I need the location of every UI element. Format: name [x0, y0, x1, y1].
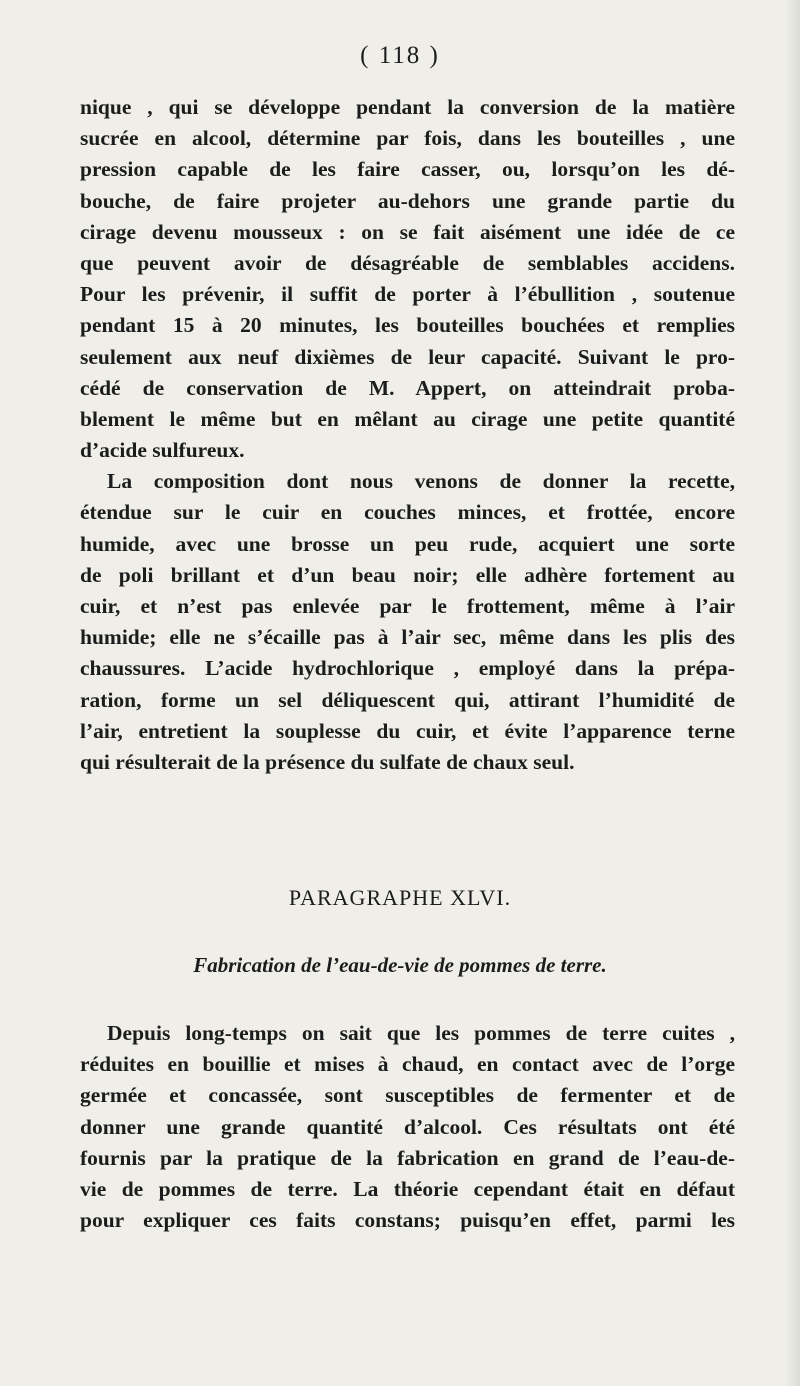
page-edge-shadow — [786, 0, 800, 1386]
text-line: Depuis long-temps on sait que les pommes de terre cuites , — [107, 1021, 735, 1045]
page-number: ( 118 ) — [360, 42, 440, 69]
text-line: pour expliquer ces faits constans; puisqu’en effet, parmi les — [80, 1208, 735, 1233]
text-line: sucrée en alcool, détermine par fois, dans les bouteilles , une — [80, 126, 735, 151]
text-block-top — [80, 92, 735, 778]
text-line: ration, forme un sel déliquescent qui, attirant l’humidité de — [80, 687, 735, 712]
text-line: cuir, et n’est pas enlevée par le frottement, même à l’air — [80, 594, 735, 618]
text-line: vie de pommes de terre. La théorie cependant était en défaut — [80, 1176, 735, 1201]
text-line: étendue sur le cuir en couches minces, et frottée, encore — [80, 500, 735, 525]
text-line: cédé de conservation de M. Appert, on atteindrait proba- — [80, 375, 735, 400]
text-line: blement le même but en mêlant au cirage une petite quantité — [80, 406, 735, 431]
text-line: germée et concassée, sont susceptibles de fermenter et de — [80, 1083, 735, 1108]
text-line: qui résulterait de la présence du sulfate de chaux seul. — [80, 749, 575, 774]
text-line: d’acide sulfureux. — [80, 438, 245, 463]
text-block-bottom — [80, 1018, 735, 1236]
text-line: pendant 15 à 20 minutes, les bouteilles bouchées et remplies — [80, 313, 735, 338]
text-line: humide; elle ne s’écaille pas à l’air sec, même dans les plis des — [80, 625, 735, 650]
text-line: réduites en bouillie et mises à chaud, en contact avec de l’orge — [80, 1052, 735, 1077]
section-heading: PARAGRAPHE XLVI. — [288, 885, 512, 910]
text-line: nique , qui se développe pendant la conversion de la matière — [80, 95, 735, 119]
text-line: humide, avec une brosse un peu rude, acquiert une sorte — [80, 531, 735, 556]
text-line: Pour les prévenir, il suffit de porter à l’ébullition , soutenue — [80, 282, 735, 307]
text-line: pression capable de les faire casser, ou, lorsqu’on les dé- — [80, 157, 735, 182]
text-line: que peuvent avoir de désagréable de semblables accidens. — [80, 250, 735, 275]
text-line: cirage devenu mousseux : on se fait aisément une idée de ce — [80, 219, 735, 244]
text-line: seulement aux neuf dixièmes de leur capacité. Suivant le pro- — [80, 344, 735, 369]
text-line: l’air, entretient la souplesse du cuir, et évite l’apparence terne — [80, 718, 735, 743]
text-line: bouche, de faire projeter au-dehors une grande partie du — [80, 188, 735, 213]
text-line: donner une grande quantité d’alcool. Ces résultats ont été — [80, 1114, 735, 1139]
text-line: chaussures. L’acide hydrochlorique , employé dans la prépa- — [80, 656, 735, 681]
text-line: La composition dont nous venons de donner la recette, — [107, 469, 735, 494]
section-subtitle: Fabrication de l’eau-de-vie de pommes de terre. — [193, 953, 607, 977]
text-line: de poli brillant et d’un beau noir; elle adhère fortement au — [80, 562, 735, 587]
text-line: fournis par la pratique de la fabrication en grand de l’eau-de- — [80, 1145, 735, 1170]
